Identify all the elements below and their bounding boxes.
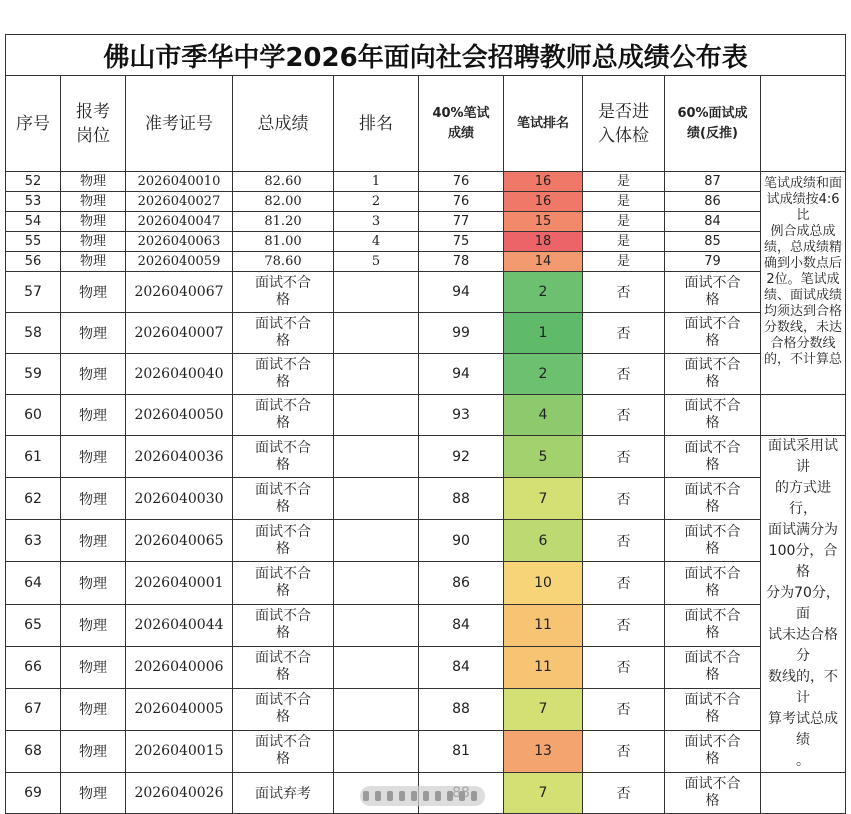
row-physical: 是 (583, 172, 665, 192)
row-total: 面试不合 格 (233, 313, 334, 354)
score-table-container (5, 34, 845, 814)
row-interview-score: 面试不合 格 (665, 436, 761, 478)
row-written-rank: 11 (504, 604, 583, 646)
row-post: 物理 (61, 313, 126, 354)
table-row (6, 212, 846, 232)
row-exam-id: 2026040065 (126, 520, 233, 562)
row-interview-score: 面试不合 格 (665, 773, 761, 814)
row-written-rank: 15 (504, 212, 583, 232)
row-rank (334, 436, 419, 478)
row-exam-id: 2026040047 (126, 212, 233, 232)
row-written-rank: 5 (504, 436, 583, 478)
row-total: 面试弃考 (233, 773, 334, 814)
row-total: 82.00 (233, 192, 334, 212)
note-interview-rules: 面试采用试讲 的方式进行， 面试满分为 100分，合格 分为70分，面 试未达合格分 数线的，不计 算考试总成绩 。 (761, 436, 846, 773)
header-post: 报考 岗位 (61, 76, 126, 172)
row-seq: 57 (6, 272, 61, 313)
row-rank (334, 272, 419, 313)
row-seq: 56 (6, 252, 61, 272)
row-rank (334, 478, 419, 520)
row-physical: 否 (583, 520, 665, 562)
row-seq: 68 (6, 730, 61, 772)
row-written-score: 88 (419, 478, 504, 520)
row-written-score: 84 (419, 604, 504, 646)
row-written-score: 93 (419, 395, 504, 436)
row-written-score: 94 (419, 272, 504, 313)
row-written-score: 76 (419, 172, 504, 192)
row-written-rank: 13 (504, 730, 583, 772)
row-seq: 63 (6, 520, 61, 562)
row-rank: 5 (334, 252, 419, 272)
row-seq: 53 (6, 192, 61, 212)
row-exam-id: 2026040007 (126, 313, 233, 354)
row-seq: 60 (6, 395, 61, 436)
table-row (6, 272, 846, 313)
row-rank (334, 313, 419, 354)
row-rank (334, 562, 419, 604)
row-written-score: 99 (419, 313, 504, 354)
row-rank (334, 354, 419, 395)
row-exam-id: 2026040001 (126, 562, 233, 604)
row-total: 面试不合 格 (233, 604, 334, 646)
row-seq: 52 (6, 172, 61, 192)
row-written-score: 76 (419, 192, 504, 212)
row-total: 面试不合 格 (233, 520, 334, 562)
row-post: 物理 (61, 604, 126, 646)
row-written-rank: 1 (504, 313, 583, 354)
table-row (6, 688, 846, 730)
score-table (5, 34, 846, 814)
row-written-rank: 2 (504, 354, 583, 395)
row-rank (334, 646, 419, 688)
row-physical: 否 (583, 604, 665, 646)
row-exam-id: 2026040063 (126, 232, 233, 252)
row-physical: 是 (583, 252, 665, 272)
table-row (6, 520, 846, 562)
row-rank: 1 (334, 172, 419, 192)
table-row (6, 646, 846, 688)
row-post: 物理 (61, 520, 126, 562)
row-interview-score: 面试不合 格 (665, 646, 761, 688)
row-interview-score: 面试不合 格 (665, 604, 761, 646)
watermark (360, 786, 485, 806)
row-post: 物理 (61, 395, 126, 436)
header-written-40: 40%笔试 成绩 (419, 76, 504, 172)
row-physical: 否 (583, 646, 665, 688)
row-total: 面试不合 格 (233, 730, 334, 772)
table-row (6, 172, 846, 192)
row-written-rank: 7 (504, 478, 583, 520)
header-row (6, 76, 846, 172)
row-seq: 65 (6, 604, 61, 646)
row-exam-id: 2026040010 (126, 172, 233, 192)
row-total: 81.20 (233, 212, 334, 232)
row-seq: 58 (6, 313, 61, 354)
row-post: 物理 (61, 773, 126, 814)
note-gap (761, 395, 846, 436)
header-rank: 排名 (334, 76, 419, 172)
row-exam-id: 2026040059 (126, 252, 233, 272)
row-physical: 否 (583, 730, 665, 772)
row-written-rank: 11 (504, 646, 583, 688)
row-interview-score: 84 (665, 212, 761, 232)
row-written-rank: 14 (504, 252, 583, 272)
row-interview-score: 85 (665, 232, 761, 252)
row-post: 物理 (61, 172, 126, 192)
row-physical: 否 (583, 688, 665, 730)
row-written-score: 77 (419, 212, 504, 232)
note-empty (761, 773, 846, 814)
row-post: 物理 (61, 354, 126, 395)
row-total: 面试不合 格 (233, 436, 334, 478)
row-seq: 64 (6, 562, 61, 604)
row-exam-id: 2026040026 (126, 773, 233, 814)
row-post: 物理 (61, 688, 126, 730)
row-post: 物理 (61, 730, 126, 772)
row-seq: 54 (6, 212, 61, 232)
row-physical: 是 (583, 192, 665, 212)
row-interview-score: 79 (665, 252, 761, 272)
row-written-score: 94 (419, 354, 504, 395)
row-written-rank: 7 (504, 773, 583, 814)
row-exam-id: 2026040015 (126, 730, 233, 772)
header-notes (761, 76, 846, 172)
row-post: 物理 (61, 436, 126, 478)
row-interview-score: 面试不合 格 (665, 313, 761, 354)
row-seq: 59 (6, 354, 61, 395)
table-row (6, 436, 846, 478)
row-written-rank: 2 (504, 272, 583, 313)
row-physical: 是 (583, 232, 665, 252)
row-seq: 67 (6, 688, 61, 730)
table-row (6, 192, 846, 212)
row-written-rank: 16 (504, 172, 583, 192)
table-row (6, 313, 846, 354)
row-seq: 61 (6, 436, 61, 478)
row-physical: 否 (583, 272, 665, 313)
table-row (6, 395, 846, 436)
row-exam-id: 2026040027 (126, 192, 233, 212)
row-written-score: 78 (419, 252, 504, 272)
row-total: 面试不合 格 (233, 688, 334, 730)
row-written-rank: 18 (504, 232, 583, 252)
row-interview-score: 面试不合 格 (665, 520, 761, 562)
table-row (6, 604, 846, 646)
row-seq: 62 (6, 478, 61, 520)
row-interview-score: 86 (665, 192, 761, 212)
row-exam-id: 2026040050 (126, 395, 233, 436)
header-seq: 序号 (6, 76, 61, 172)
row-written-rank: 4 (504, 395, 583, 436)
row-rank (334, 688, 419, 730)
row-written-score: 88 (419, 688, 504, 730)
row-written-score: 81 (419, 730, 504, 772)
row-exam-id: 2026040030 (126, 478, 233, 520)
row-written-rank: 16 (504, 192, 583, 212)
row-interview-score: 面试不合 格 (665, 730, 761, 772)
header-interview-60: 60%面试成 绩(反推) (665, 76, 761, 172)
row-total: 81.00 (233, 232, 334, 252)
row-total: 78.60 (233, 252, 334, 272)
header-physical: 是否进 入体检 (583, 76, 665, 172)
row-post: 物理 (61, 646, 126, 688)
row-seq: 66 (6, 646, 61, 688)
row-rank: 3 (334, 212, 419, 232)
header-exam-id: 准考证号 (126, 76, 233, 172)
row-interview-score: 面试不合 格 (665, 395, 761, 436)
row-physical: 否 (583, 354, 665, 395)
table-row (6, 232, 846, 252)
row-total: 面试不合 格 (233, 395, 334, 436)
row-post: 物理 (61, 192, 126, 212)
row-interview-score: 87 (665, 172, 761, 192)
table-row (6, 478, 846, 520)
row-exam-id: 2026040036 (126, 436, 233, 478)
note-score-rules: 笔试成绩和面 试成绩按4:6比 例合成总成 绩，总成绩精 确到小数点后 2位。笔试成 绩、面试成绩 均须达到合格 分数线，未达 合格分数线 的，不计算总 (761, 172, 846, 395)
row-post: 物理 (61, 272, 126, 313)
row-rank (334, 520, 419, 562)
row-rank: 4 (334, 232, 419, 252)
header-total: 总成绩 (233, 76, 334, 172)
row-exam-id: 2026040006 (126, 646, 233, 688)
row-written-score: 90 (419, 520, 504, 562)
row-interview-score: 面试不合 格 (665, 562, 761, 604)
row-total: 面试不合 格 (233, 354, 334, 395)
row-interview-score: 面试不合 格 (665, 688, 761, 730)
row-written-score: 92 (419, 436, 504, 478)
row-written-score: 84 (419, 646, 504, 688)
row-written-rank: 6 (504, 520, 583, 562)
row-physical: 否 (583, 313, 665, 354)
table-row (6, 252, 846, 272)
row-post: 物理 (61, 252, 126, 272)
row-exam-id: 2026040005 (126, 688, 233, 730)
row-rank: 2 (334, 192, 419, 212)
row-post: 物理 (61, 212, 126, 232)
row-written-rank: 10 (504, 562, 583, 604)
row-physical: 否 (583, 562, 665, 604)
row-interview-score: 面试不合 格 (665, 272, 761, 313)
row-physical: 否 (583, 395, 665, 436)
row-post: 物理 (61, 232, 126, 252)
row-physical: 否 (583, 478, 665, 520)
row-exam-id: 2026040040 (126, 354, 233, 395)
row-total: 82.60 (233, 172, 334, 192)
row-exam-id: 2026040067 (126, 272, 233, 313)
table-row (6, 562, 846, 604)
row-post: 物理 (61, 478, 126, 520)
header-written-rank: 笔试排名 (504, 76, 583, 172)
row-written-score: 75 (419, 232, 504, 252)
row-post: 物理 (61, 562, 126, 604)
table-row (6, 730, 846, 772)
row-physical: 否 (583, 773, 665, 814)
row-rank (334, 604, 419, 646)
row-interview-score: 面试不合 格 (665, 478, 761, 520)
row-total: 面试不合 格 (233, 646, 334, 688)
row-rank (334, 730, 419, 772)
table-row (6, 354, 846, 395)
row-seq: 55 (6, 232, 61, 252)
row-interview-score: 面试不合 格 (665, 354, 761, 395)
row-seq: 69 (6, 773, 61, 814)
row-total: 面试不合 格 (233, 562, 334, 604)
row-total: 面试不合 格 (233, 478, 334, 520)
row-total: 面试不合 格 (233, 272, 334, 313)
row-physical: 是 (583, 212, 665, 232)
row-written-score: 86 (419, 562, 504, 604)
row-written-rank: 7 (504, 688, 583, 730)
row-rank (334, 395, 419, 436)
row-physical: 否 (583, 436, 665, 478)
table-title: 佛山市季华中学2026年面向社会招聘教师总成绩公布表 (6, 35, 846, 76)
row-exam-id: 2026040044 (126, 604, 233, 646)
